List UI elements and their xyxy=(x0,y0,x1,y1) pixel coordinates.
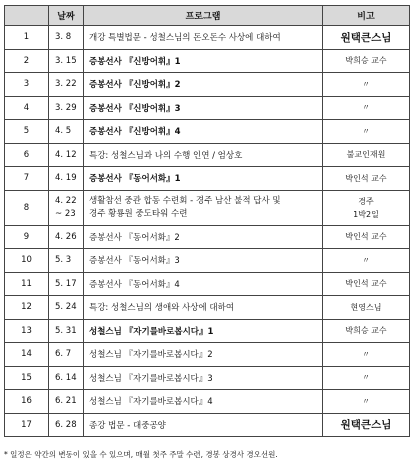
row-program: 특강: 성철스님과 나의 수행 인연 / 엄상호 xyxy=(84,143,323,167)
table-row xyxy=(5,26,410,50)
row-date: 5. 3 xyxy=(49,249,84,273)
row-note: 〃 xyxy=(323,390,410,414)
row-number: 13 xyxy=(5,319,49,343)
row-program: 성철스님 『자기를바로봅시다』4 xyxy=(84,390,323,414)
row-program xyxy=(84,190,323,225)
row-date: 3. 29 xyxy=(49,96,84,120)
row-program: 증봉선사 『신방어휘』1 xyxy=(84,49,323,73)
row-number: 14 xyxy=(5,343,49,367)
row-number: 6 xyxy=(5,143,49,167)
table-row xyxy=(5,272,410,296)
table-row xyxy=(5,366,410,390)
row-note: 〃 xyxy=(323,73,410,97)
row-date: 5. 17 xyxy=(49,272,84,296)
row-date: 6. 21 xyxy=(49,390,84,414)
table-row xyxy=(5,390,410,414)
row-note: 박희승 교수 xyxy=(323,319,410,343)
row-note: 박인석 교수 xyxy=(323,167,410,191)
row-number: 9 xyxy=(5,225,49,249)
row-note: 박인석 교수 xyxy=(323,225,410,249)
row-program: 증봉선사 『신방어휘』4 xyxy=(84,120,323,144)
table-row xyxy=(5,296,410,320)
row-program-line: 생활참선 중관 합동 수련회 - 경주 남산 불적 답사 및 xyxy=(89,195,281,206)
row-program: 증봉선사 『동어서화』2 xyxy=(84,225,323,249)
row-date: 5. 31 xyxy=(49,319,84,343)
row-program: 성철스님 『자기를바로봅시다』1 xyxy=(84,319,323,343)
row-date: 3. 22 xyxy=(49,73,84,97)
header-date: 날짜 xyxy=(49,6,84,26)
row-date: 6. 7 xyxy=(49,343,84,367)
header-number xyxy=(5,6,49,26)
row-date: 4. 12 xyxy=(49,143,84,167)
row-date: 6. 28 xyxy=(49,413,84,437)
row-number: 5 xyxy=(5,120,49,144)
table-row xyxy=(5,319,410,343)
row-program: 증봉선사 『동어서화』1 xyxy=(84,167,323,191)
row-program: 성철스님 『자기를바로봅시다』2 xyxy=(84,343,323,367)
row-note: 불교인재원 xyxy=(323,143,410,167)
table-row xyxy=(5,225,410,249)
row-date: 4. 5 xyxy=(49,120,84,144)
row-number: 3 xyxy=(5,73,49,97)
table-row xyxy=(5,167,410,191)
table-row xyxy=(5,96,410,120)
row-date-line: ~ 23 xyxy=(55,208,76,219)
table-row xyxy=(5,73,410,97)
row-program: 개강 특별법문 - 성철스님의 돈오돈수 사상에 대하여 xyxy=(84,26,323,50)
row-date: 6. 14 xyxy=(49,366,84,390)
row-note: 박인석 교수 xyxy=(323,272,410,296)
row-note: 원택큰스님 xyxy=(323,26,410,50)
row-date-line: 4. 22 xyxy=(55,195,77,206)
row-note: 박희승 교수 xyxy=(323,49,410,73)
table-row xyxy=(5,343,410,367)
row-date: 3. 15 xyxy=(49,49,84,73)
header-program: 프로그램 xyxy=(84,6,323,26)
row-note: 〃 xyxy=(323,366,410,390)
row-number: 8 xyxy=(5,190,49,225)
footnote: * 일정은 약간의 변동이 있을 수 있으며, 매월 첫주 주말 수련, 경봉 상경사 경오선원. xyxy=(4,450,278,459)
row-program: 증봉선사 『신방어휘』2 xyxy=(84,73,323,97)
row-program-line: 경주 황룡원 중도타워 수련 xyxy=(89,208,188,219)
schedule-table xyxy=(4,5,410,437)
table-row xyxy=(5,413,410,437)
row-program: 특강: 성철스님의 생애와 사상에 대하여 xyxy=(84,296,323,320)
table-row xyxy=(5,120,410,144)
table-row xyxy=(5,190,410,225)
row-date: 3. 8 xyxy=(49,26,84,50)
table-header-row xyxy=(5,6,410,26)
row-program: 종강 법문 - 대중공양 xyxy=(84,413,323,437)
row-note-line: 경주 xyxy=(358,196,374,206)
row-date: 4. 19 xyxy=(49,167,84,191)
row-note: 현영스님 xyxy=(323,296,410,320)
table-row xyxy=(5,249,410,273)
row-number: 1 xyxy=(5,26,49,50)
row-program: 증봉선사 『동어서화』4 xyxy=(84,272,323,296)
header-note: 비고 xyxy=(323,6,410,26)
row-program: 성철스님 『자기를바로봅시다』3 xyxy=(84,366,323,390)
row-program: 증봉선사 『동어서화』3 xyxy=(84,249,323,273)
row-note: 〃 xyxy=(323,249,410,273)
row-note: 〃 xyxy=(323,96,410,120)
row-number: 4 xyxy=(5,96,49,120)
table-row xyxy=(5,143,410,167)
row-date: 5. 24 xyxy=(49,296,84,320)
row-note-line: 1박2일 xyxy=(353,209,379,219)
row-number: 16 xyxy=(5,390,49,414)
row-number: 12 xyxy=(5,296,49,320)
row-note: 〃 xyxy=(323,343,410,367)
row-number: 2 xyxy=(5,49,49,73)
row-number: 10 xyxy=(5,249,49,273)
row-program: 증봉선사 『신방어휘』3 xyxy=(84,96,323,120)
row-number: 11 xyxy=(5,272,49,296)
table-row xyxy=(5,49,410,73)
row-date xyxy=(49,190,84,225)
row-number: 7 xyxy=(5,167,49,191)
row-date: 4. 26 xyxy=(49,225,84,249)
row-note xyxy=(323,190,410,225)
row-note: 원택큰스님 xyxy=(323,413,410,437)
row-note: 〃 xyxy=(323,120,410,144)
row-number: 17 xyxy=(5,413,49,437)
row-number: 15 xyxy=(5,366,49,390)
